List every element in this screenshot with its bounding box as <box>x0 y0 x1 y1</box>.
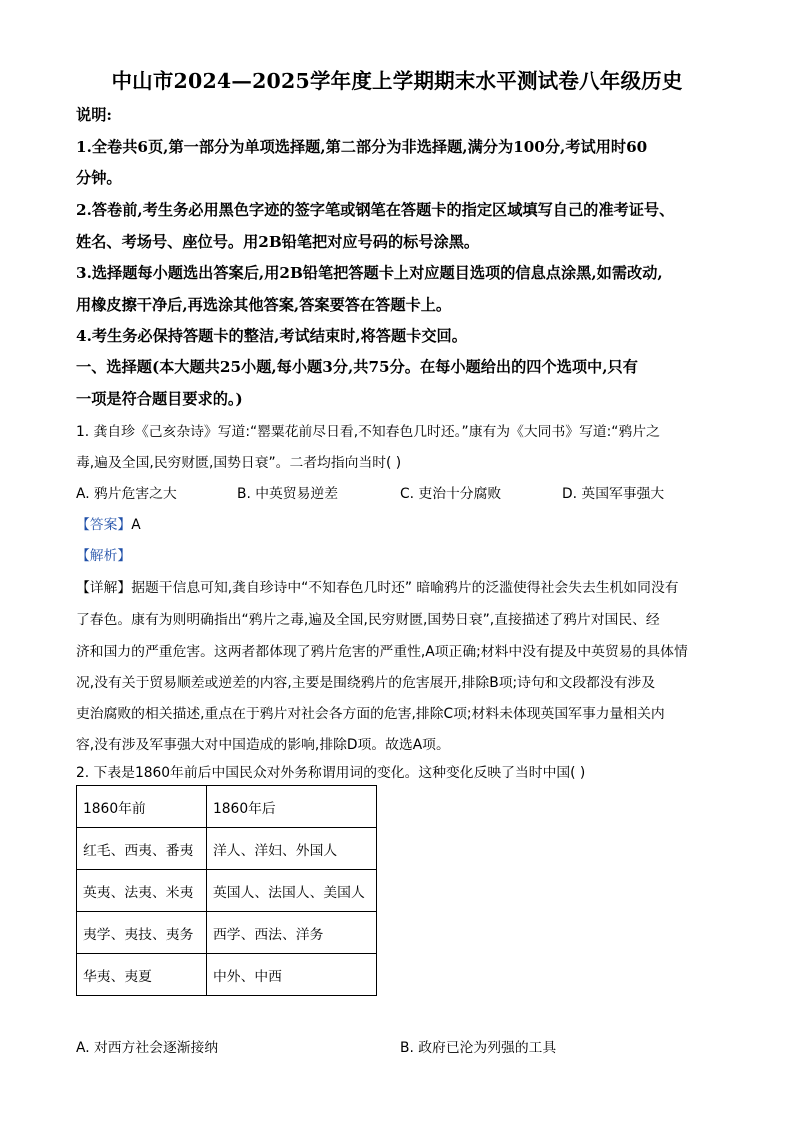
note-2-line-2: 姓名、考场号、座位号。用2B铅笔把对应号码的标号涂黑。 <box>76 233 480 251</box>
answer-label: 【答案】 <box>76 517 132 533</box>
analysis-label: 【解析】 <box>76 548 132 564</box>
q1-option-b: B. 中英贸易逆差 <box>237 486 339 502</box>
table-row <box>77 828 377 870</box>
q1-detail-line-1 <box>76 576 679 596</box>
note-2-line-1: 2.答卷前,考生务必用黑色字迹的签字笔或钢笔在答题卡的指定区域填写自己的准考证号、 <box>76 201 675 219</box>
q1-detail-line-2: 了春色。康有为则明确指出“鸦片之毒,遍及全国,民穷财匮,国势日衰”,直接描述了鸦片对国民、经 <box>76 612 660 628</box>
table-row <box>77 912 377 954</box>
q2-table <box>76 785 377 996</box>
table-cell: 红毛、西夷、番夷 <box>77 828 207 870</box>
q1-option-a: A. 鸦片危害之大 <box>76 486 177 502</box>
table-row <box>77 870 377 912</box>
table-cell: 英夷、法夷、米夷 <box>77 870 207 912</box>
note-4: 4.考生务必保持答题卡的整洁,考试结束时,将答题卡交回。 <box>76 327 467 345</box>
note-3-line-2: 用橡皮擦干净后,再选涂其他答案,答案要答在答题卡上。 <box>76 296 452 314</box>
table-header-cell: 1860年后 <box>207 786 377 828</box>
section-1-heading-line-2: 一项是符合题目要求的。) <box>76 390 243 408</box>
q1-option-c: C. 吏治十分腐败 <box>400 486 502 502</box>
answer-value: A <box>131 517 141 533</box>
note-3-line-1: 3.选择题每小题选出答案后,用2B铅笔把答题卡上对应题目选项的信息点涂黑,如需改动, <box>76 264 663 282</box>
table-header-cell: 1860年前 <box>77 786 207 828</box>
notes-heading: 说明: <box>76 106 112 124</box>
table-cell: 英国人、法国人、美国人 <box>207 870 377 912</box>
q1-detail-line-3: 济和国力的严重危害。这两者都体现了鸦片危害的严重性,A项正确;材料中没有提及中英贸易的具体情 <box>76 644 688 660</box>
table-header-row <box>77 786 377 828</box>
q2-option-b: B. 政府已沦为列强的工具 <box>400 1040 557 1056</box>
q1-detail-line-5: 吏治腐败的相关描述,重点在于鸦片对社会各方面的危害,排除C项;材料未体现英国军事力量相关内 <box>76 706 665 722</box>
table-cell: 西学、西法、洋务 <box>207 912 377 954</box>
table-cell: 中外、中西 <box>207 954 377 996</box>
q1-answer <box>76 513 141 533</box>
page-title: 中山市2024—2025学年度上学期期末水平测试卷八年级历史 <box>111 69 683 93</box>
q1-option-d: D. 英国军事强大 <box>562 486 665 502</box>
table-cell: 华夷、夷夏 <box>77 954 207 996</box>
q1-stem-line-1: 1. 龚自珍《己亥杂诗》写道:“罂粟花前尽日看,不知春色几时还。”康有为《大同书》写道:“鸦片之 <box>76 424 660 440</box>
q2-stem: 2. 下表是1860年前后中国民众对外务称谓用词的变化。这种变化反映了当时中国( ) <box>76 765 586 781</box>
detail-text: 据题干信息可知,龚自珍诗中“不知春色几时还” 暗喻鸦片的泛滥使得社会失去生机如同没有 <box>131 580 679 596</box>
note-1-line-2: 分钟。 <box>76 169 122 187</box>
q1-detail-line-4: 况,没有关于贸易顺差或逆差的内容,主要是围绕鸦片的危害展开,排除B项;诗句和文段都没有涉及 <box>76 675 656 691</box>
table-cell: 洋人、洋妇、外国人 <box>207 828 377 870</box>
note-1-line-1: 1.全卷共6页,第一部分为单项选择题,第二部分为非选择题,满分为100分,考试用时60 <box>76 138 648 156</box>
q1-stem-line-2: 毒,遍及全国,民穷财匮,国势日衰”。二者均指向当时( ) <box>76 455 402 471</box>
table-row <box>77 954 377 996</box>
section-1-heading-line-1: 一、选择题(本大题共25小题,每小题3分,共75分。在每小题给出的四个选项中,只有 <box>76 358 638 376</box>
q1-detail-line-6: 容,没有涉及军事强大对中国造成的影响,排除D项。故选A项。 <box>76 737 450 753</box>
table-cell: 夷学、夷技、夷务 <box>77 912 207 954</box>
q2-option-a: A. 对西方社会逐渐接纳 <box>76 1040 219 1056</box>
detail-label: 【详解】 <box>76 580 132 596</box>
